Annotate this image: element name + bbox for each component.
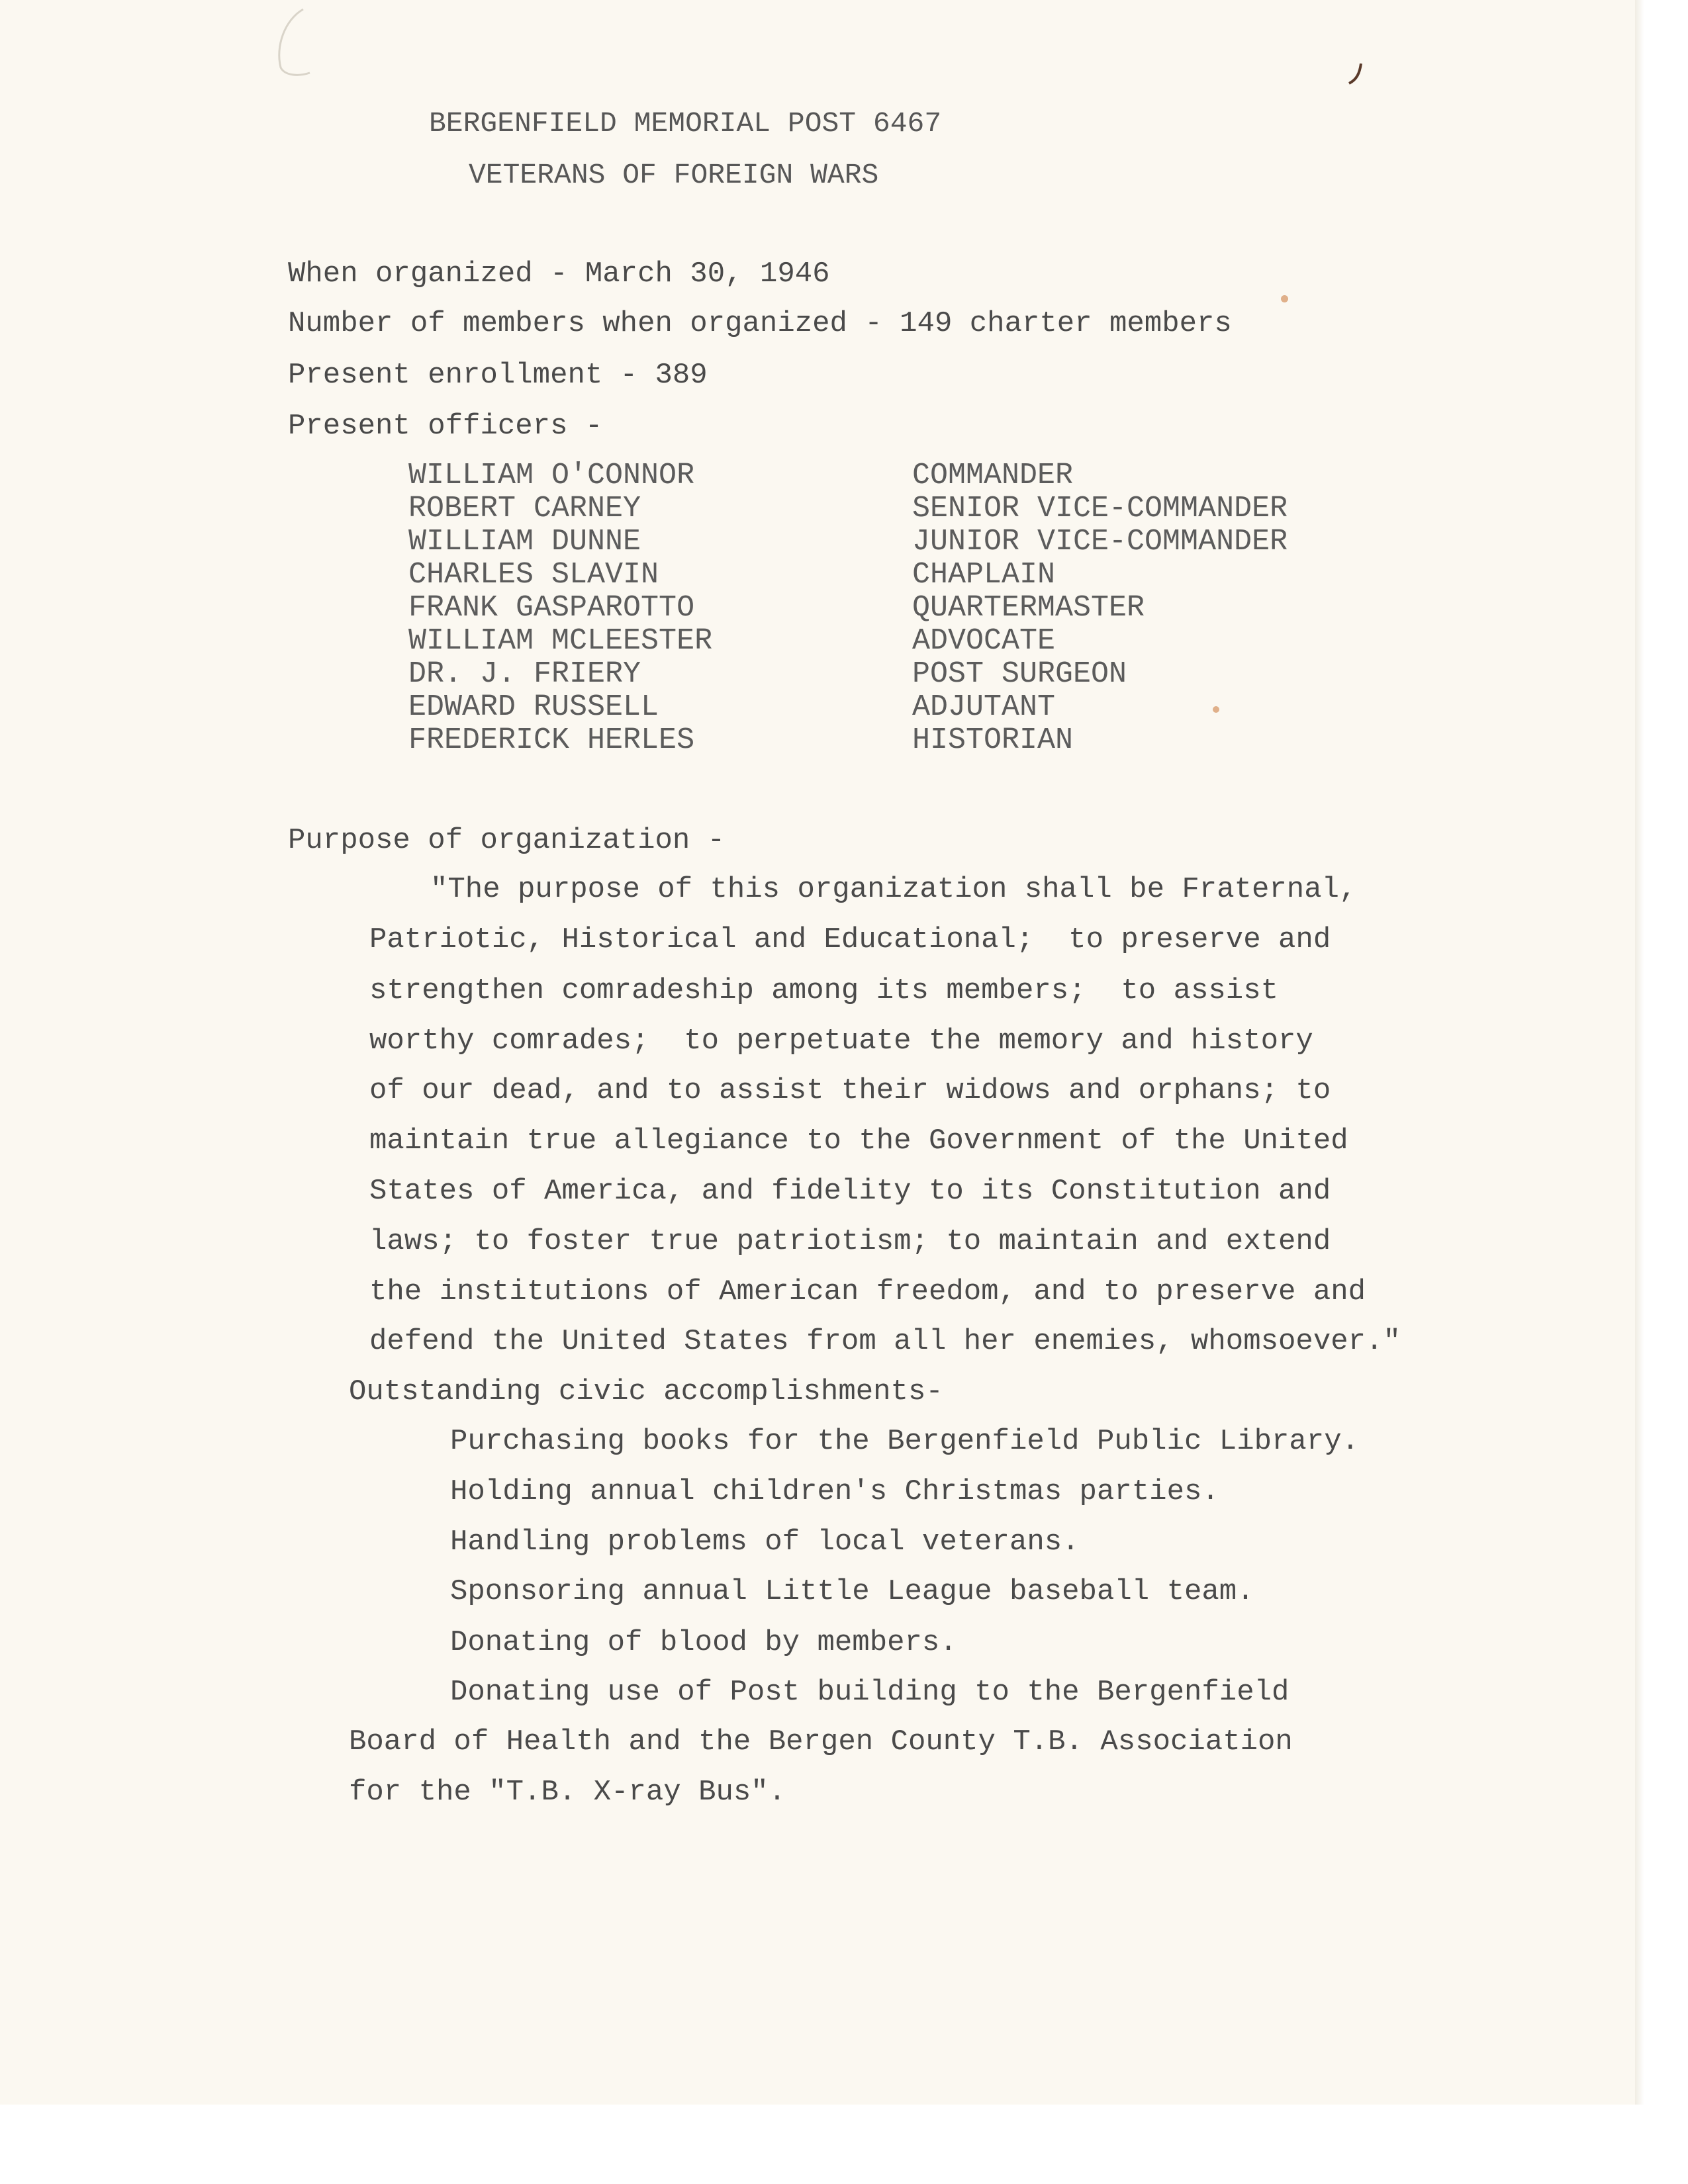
stain-dot xyxy=(1281,295,1288,302)
officer-name: CHARLES SLAVIN xyxy=(408,558,659,592)
purpose-line: States of America, and fidelity to its Constitution and xyxy=(369,1175,1331,1208)
officer-name: WILLIAM DUNNE xyxy=(408,525,641,559)
purpose-line: worthy comrades; to perpetuate the memory and history xyxy=(369,1024,1313,1058)
accomplishment-item: Handling problems of local veterans. xyxy=(450,1525,1080,1559)
officer-name: FREDERICK HERLES xyxy=(408,723,695,757)
charter-members: Number of members when organized - 149 charter members xyxy=(288,307,1232,340)
officer-name: FRANK GASPAROTTO xyxy=(408,591,695,625)
accomplishment-item: Donating of blood by members. xyxy=(450,1626,957,1659)
purpose-line: of our dead, and to assist their widows and orphans; to xyxy=(369,1074,1331,1107)
purpose-line: Patriotic, Historical and Educational; to preserve and xyxy=(369,923,1331,956)
officer-title: JUNIOR VICE-COMMANDER xyxy=(912,525,1288,559)
header-line-2: VETERANS OF FOREIGN WARS xyxy=(469,159,879,191)
officer-title: SENIOR VICE-COMMANDER xyxy=(912,492,1288,525)
purpose-line: defend the United States from all her enemies, whomsoever." xyxy=(369,1325,1401,1358)
accomplishments-heading: Outstanding civic accomplishments- xyxy=(349,1375,943,1408)
officer-name: WILLIAM O'CONNOR xyxy=(408,459,695,492)
officer-title: ADVOCATE xyxy=(912,624,1056,658)
officer-title: POST SURGEON xyxy=(912,657,1127,691)
present-enrollment: Present enrollment - 389 xyxy=(288,359,708,392)
ink-mark xyxy=(1344,60,1370,93)
accomplishment-item: Donating use of Post building to the Bergenfield xyxy=(450,1676,1289,1709)
organized-date: When organized - March 30, 1946 xyxy=(288,257,830,291)
officer-name: ROBERT CARNEY xyxy=(408,492,641,525)
officer-title: HISTORIAN xyxy=(912,723,1074,757)
purpose-line: strengthen comradeship among its members; to assist xyxy=(369,974,1279,1007)
officer-name: EDWARD RUSSELL xyxy=(408,690,659,724)
accomplishment-item: Sponsoring annual Little League baseball team. xyxy=(450,1575,1254,1608)
officer-title: ADJUTANT xyxy=(912,690,1056,724)
accomplishment-continuation: for the "T.B. X-ray Bus". xyxy=(349,1776,786,1809)
stain-dot xyxy=(1213,706,1219,713)
purpose-line: maintain true allegiance to the Government of the United xyxy=(369,1124,1348,1158)
officer-title: COMMANDER xyxy=(912,459,1074,492)
officers-heading: Present officers - xyxy=(288,410,603,443)
officer-name: DR. J. FRIERY xyxy=(408,657,641,691)
officer-title: QUARTERMASTER xyxy=(912,591,1145,625)
purpose-line: the institutions of American freedom, and to preserve and xyxy=(369,1275,1366,1308)
accomplishment-item: Purchasing books for the Bergenfield Public Library. xyxy=(450,1425,1360,1458)
pencil-mark xyxy=(271,7,318,79)
purpose-line: laws; to foster true patriotism; to maintain and extend xyxy=(369,1225,1331,1258)
purpose-line: "The purpose of this organization shall be Fraternal, xyxy=(430,873,1357,906)
accomplishment-continuation: Board of Health and the Bergen County T.B. Association xyxy=(349,1725,1293,1758)
page-edge xyxy=(1635,0,1644,2105)
officer-title: CHAPLAIN xyxy=(912,558,1056,592)
accomplishment-item: Holding annual children's Christmas parties. xyxy=(450,1475,1219,1508)
header-line-1: BERGENFIELD MEMORIAL POST 6467 xyxy=(429,107,942,140)
purpose-heading: Purpose of organization - xyxy=(288,824,726,857)
officer-name: WILLIAM MCLEESTER xyxy=(408,624,713,658)
